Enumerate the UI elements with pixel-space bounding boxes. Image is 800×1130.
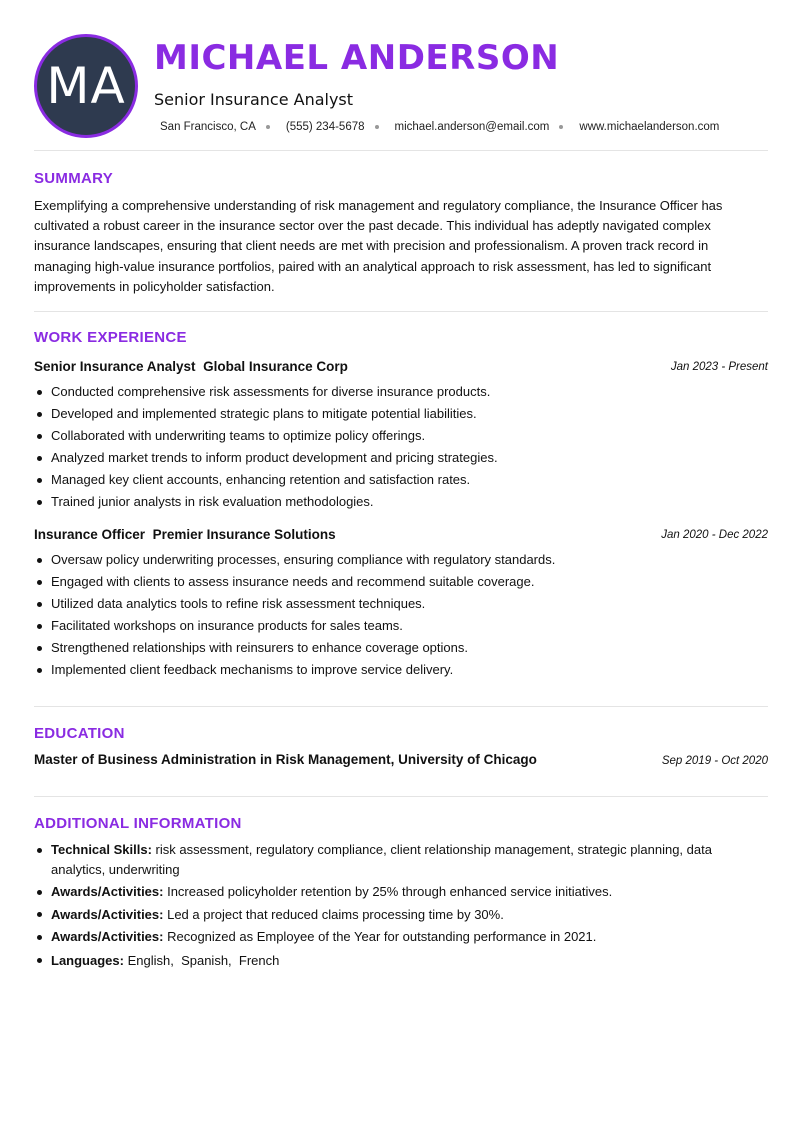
avatar [34,34,138,138]
section-divider [34,311,768,312]
section-divider [34,706,768,707]
additional-info-list [34,840,734,973]
additional-info-heading: ADDITIONAL INFORMATION [34,815,242,832]
list-item: Developed and implemented strategic plans to mitigate potential liabilities. [34,403,768,425]
contact-website[interactable]: www.michaelanderson.com [579,121,720,133]
education-heading: EDUCATION [34,725,125,742]
list-item: Implemented client feedback mechanisms to improve service delivery. [34,659,768,681]
info-text: Led a project that reduced claims processing time by 30%. [167,906,504,922]
education-degree: Master of Business Administration in Risk Management, University of Chicago [34,752,537,767]
separator-dot [266,125,270,129]
summary-text: Exemplifying a comprehensive understanding of risk management and regulatory compliance, the Insurance Officer has cultivated a robust career in the insurance sector over the past decade. This individual has adeptly navigated complex insurance landscapes, ensuring that client needs are met with precision and professionalism. A proven track record in managing high-value insurance portfolios, paired with an analytical approach to risk assessment, has led to significant improvements in policyholder satisfaction. [34,198,723,294]
job-company: Premier Insurance Solutions [152,527,336,542]
contact-phone: (555) 234-5678 [285,121,365,133]
resume-header [34,34,768,138]
list-item: Trained junior analysts in risk evaluation methodologies. [34,491,768,513]
job-title: Insurance Officer [34,527,146,542]
contact-email[interactable]: michael.anderson@email.com [394,121,550,133]
list-item [34,882,734,902]
job-title: Senior Insurance Analyst [34,359,196,374]
section-divider [34,796,768,797]
list-item [34,951,734,971]
job-header [34,527,768,542]
work-experience-heading: WORK EXPERIENCE [34,329,187,346]
list-item: Facilitated workshops on insurance products for sales teams. [34,615,768,637]
avatar-initials: MA [46,57,126,115]
job-header [34,359,768,374]
info-label: Awards/Activities: [51,906,164,922]
info-text: English, Spanish, French [127,952,280,968]
list-item: Managed key client accounts, enhancing retention and satisfaction rates. [34,469,768,491]
separator-dot [559,125,563,129]
list-item: Conducted comprehensive risk assessments for diverse insurance products. [34,381,768,403]
section-divider [34,150,768,151]
list-item: Utilized data analytics tools to refine risk assessment techniques. [34,593,768,615]
info-label: Languages: [51,952,124,968]
job-bullets [34,549,768,681]
contact-info [160,121,719,133]
info-label: Awards/Activities: [51,929,164,944]
contact-location: San Francisco, CA [160,121,256,133]
job-dates: Jan 2020 - Dec 2022 [661,529,768,541]
list-item [34,840,734,879]
education-dates: Sep 2019 - Oct 2020 [661,755,768,767]
candidate-title: Senior Insurance Analyst [154,90,354,109]
list-item [34,927,734,947]
list-item: Strengthened relationships with reinsurers to enhance coverage options. [34,637,768,659]
list-item: Analyzed market trends to inform product development and pricing strategies. [34,447,768,469]
list-item: Engaged with clients to assess insurance needs and recommend suitable coverage. [34,571,768,593]
job-company: Global Insurance Corp [203,359,348,374]
info-text: risk assessment, regulatory compliance, client relationship management, strategic planning, data analytics, underwriting [51,842,712,877]
job-bullets [34,381,768,513]
info-text: Increased policyholder retention by 25% through enhanced service initiatives. [167,884,613,899]
summary-heading: SUMMARY [34,170,114,187]
list-item: Collaborated with underwriting teams to optimize policy offerings. [34,425,768,447]
info-label: Technical Skills: [51,842,152,857]
job-dates: Jan 2023 - Present [670,361,768,373]
list-item: Oversaw policy underwriting processes, ensuring compliance with regulatory standards. [34,549,768,571]
separator-dot [375,125,379,129]
info-text: Recognized as Employee of the Year for outstanding performance in 2021. [167,929,597,944]
candidate-name: MICHAEL ANDERSON [154,38,560,78]
info-label: Awards/Activities: [51,884,164,899]
list-item [34,905,734,925]
